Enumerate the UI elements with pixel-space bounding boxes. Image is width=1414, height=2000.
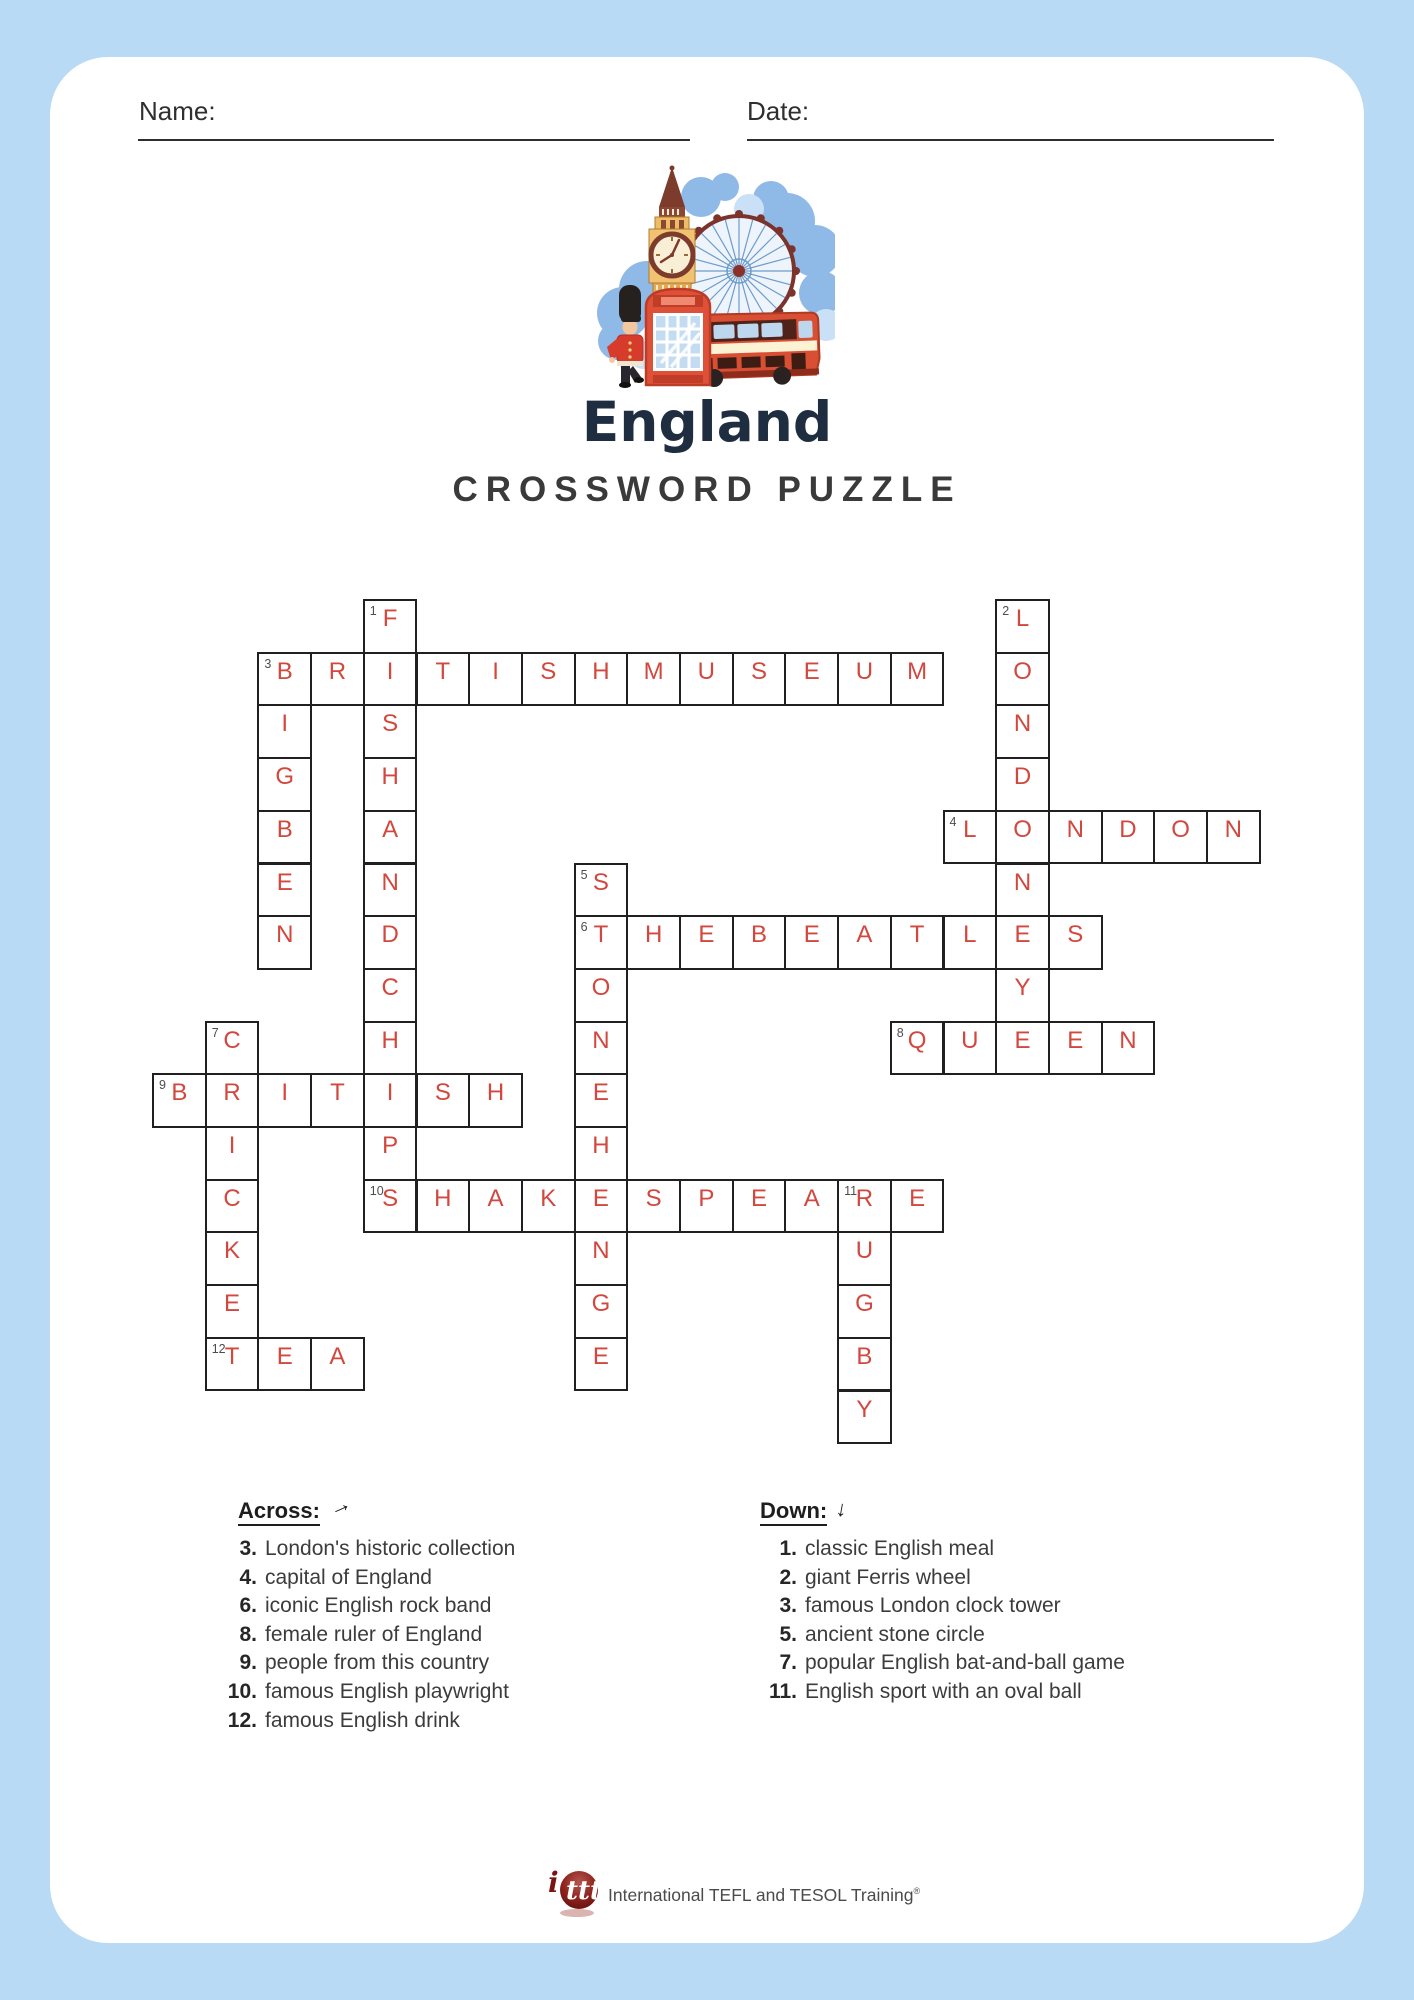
cell-letter: C [223,1026,241,1054]
page-title: England [581,390,833,454]
grid-cell[interactable] [837,652,892,707]
cell-letter: E [276,1342,293,1370]
clue-number: 7. [779,1651,797,1675]
cell-letter: S [1067,921,1084,949]
cell-letter: H [592,1132,610,1159]
grid-cell[interactable] [257,1073,312,1128]
clue-item [217,1678,515,1707]
cell-letter: E [276,868,293,896]
cell-letter: E [698,921,715,949]
cell-letter: C [223,1184,241,1212]
cell-letter: E [803,921,820,949]
clue-item [757,1621,1125,1650]
grid-cell[interactable] [310,1073,365,1128]
grid-cell[interactable] [521,1179,576,1234]
grid-cell[interactable] [310,652,365,707]
cell-letter: A [856,921,873,949]
cell-letter: A [329,1342,346,1370]
cell-letter: K [224,1237,241,1265]
grid-cell[interactable] [943,915,998,970]
cell-letter: M [643,657,664,685]
grid-cell[interactable] [416,652,471,707]
cell-letter: F [382,605,398,632]
name-input-line[interactable] [138,139,690,141]
grid-cell[interactable] [837,915,892,970]
cell-letter: E [909,1184,926,1212]
down-arrow-icon: ↓ [834,1495,850,1522]
cell-letter: Q [907,1026,927,1054]
cell-letter: N [592,1237,610,1265]
cell-letter: N [1224,815,1243,843]
grid-cell[interactable] [205,1337,260,1392]
cell-letter: E [1014,1026,1031,1054]
grid-cell[interactable] [1206,810,1261,865]
grid-cell[interactable] [784,915,839,970]
clue-text: famous London clock tower [805,1594,1061,1618]
clue-item [757,1564,1125,1593]
grid-cell[interactable] [995,968,1050,1023]
cell-letter: N [381,868,399,896]
cell-letter: I [281,1079,289,1107]
grid-cell[interactable] [1048,915,1103,970]
grid-cell[interactable] [152,1073,207,1128]
grid-cell[interactable] [890,1021,945,1076]
clue-number: 9. [239,1651,257,1675]
clue-number: 11. [768,1679,797,1703]
cell-letter: S [645,1184,662,1212]
name-label: Name: [139,96,216,126]
cell-letter: U [697,657,716,685]
clue-item [217,1707,515,1736]
grid-cell[interactable] [468,1073,523,1128]
grid-cell[interactable] [943,1021,998,1076]
grid-cell[interactable] [205,1231,260,1286]
grid-cell[interactable] [995,652,1050,707]
grid-cell[interactable] [205,1126,260,1181]
grid-cell[interactable] [205,1073,260,1128]
cell-letter: S [434,1079,451,1107]
clue-number: 6. [239,1594,257,1618]
grid-cell[interactable] [995,704,1050,759]
grid-cell[interactable] [363,1021,418,1076]
cell-letter: D [1013,763,1032,791]
grid-cell[interactable] [363,757,418,812]
cell-letter: E [592,1184,609,1212]
grid-cell[interactable] [837,1284,892,1339]
cell-letter: N [592,1026,610,1054]
cell-letter: D [1119,815,1137,843]
grid-cell[interactable] [574,1073,629,1128]
clue-text: classic English meal [805,1537,995,1560]
grid-cell[interactable] [363,1126,418,1181]
grid-cell[interactable] [732,652,787,707]
cell-letter: E [592,1079,609,1107]
grid-cell[interactable] [257,863,312,918]
grid-cell[interactable] [837,1390,892,1445]
cell-letter: R [223,1079,241,1107]
clue-text: famous English playwright [265,1679,509,1703]
cell-letter: T [593,921,609,949]
svg-text:ttt: ttt [566,1876,603,1906]
cell-letter: A [803,1184,820,1212]
clue-number: 1. [779,1537,797,1560]
grid-cell[interactable] [257,757,312,812]
cell-letter: E [592,1342,609,1370]
grid-cell[interactable] [205,1021,260,1076]
grid-cell[interactable] [679,1179,734,1234]
grid-cell[interactable] [310,1337,365,1392]
cell-letter: B [856,1342,873,1370]
grid-cell[interactable] [995,757,1050,812]
clue-text: capital of England [265,1565,432,1589]
clue-number: 12. [227,1708,257,1732]
grid-cell[interactable] [363,652,418,707]
clue-text: giant Ferris wheel [805,1565,971,1589]
grid-cell[interactable] [574,1021,629,1076]
cell-number: 11 [844,1183,858,1198]
clue-item [757,1592,1125,1621]
cell-number: 7 [211,1025,219,1040]
cell-number: 12 [211,1341,226,1356]
cell-letter: P [698,1184,715,1212]
cell-letter: S [751,657,768,685]
london-illustration [583,165,835,389]
cell-letter: E [1067,1026,1084,1054]
grid-cell[interactable] [363,968,418,1023]
cell-number: 8 [896,1025,904,1040]
cell-letter: K [540,1184,557,1212]
clue-item [757,1535,1125,1564]
grid-cell[interactable] [679,652,734,707]
clue-item [757,1649,1125,1678]
cell-letter: A [382,815,399,843]
clue-item [757,1678,1125,1707]
clue-text: ancient stone circle [805,1622,985,1646]
cell-letter: B [751,921,768,949]
clue-number: 5. [779,1622,797,1646]
cell-letter: U [855,657,874,685]
grid-cell[interactable] [995,863,1050,918]
clue-number: 4. [239,1565,257,1589]
grid-cell[interactable] [1048,810,1103,865]
grid-cell[interactable] [837,1231,892,1286]
cell-letter: E [803,657,820,685]
grid-cell[interactable] [890,1179,945,1234]
phone-booth-icon [646,289,710,385]
cell-number: 3 [264,656,272,671]
grid-cell[interactable] [205,1284,260,1339]
date-input-line[interactable] [747,139,1274,141]
grid-cell[interactable] [521,652,576,707]
cell-letter: L [963,921,977,949]
grid-cell[interactable] [732,1179,787,1234]
grid-cell[interactable] [205,1179,260,1234]
grid-cell[interactable] [995,599,1050,654]
date-label: Date: [747,96,810,126]
grid-cell[interactable] [1153,810,1208,865]
cell-number: 2 [1002,604,1010,618]
cell-letter: E [751,1184,768,1212]
grid-cell[interactable] [574,915,629,970]
cell-letter: N [1013,710,1032,738]
cell-letter: N [1119,1026,1137,1054]
grid-cell[interactable] [626,652,681,707]
grid-cell[interactable] [363,704,418,759]
cell-letter: B [276,815,293,843]
cell-letter: E [1014,921,1031,949]
grid-cell[interactable] [732,915,787,970]
grid-cell[interactable] [468,1179,523,1234]
clue-text: popular English bat-and-ball game [805,1651,1125,1675]
cell-letter: A [487,1184,504,1212]
clue-number: 3. [239,1537,257,1560]
grid-cell[interactable] [574,968,629,1023]
clue-item [217,1592,515,1621]
crossword-grid [152,599,1262,2000]
clue-text: female ruler of England [265,1622,483,1646]
cell-letter: R [855,1184,874,1212]
cell-letter: T [909,921,925,949]
clue-text: English sport with an oval ball [805,1679,1082,1703]
cell-letter: B [171,1079,188,1107]
cell-letter: G [855,1290,874,1318]
grid-cell[interactable] [257,915,312,970]
cell-letter: U [961,1026,979,1054]
grid-cell[interactable] [416,1179,471,1234]
grid-cell[interactable] [363,863,418,918]
cell-letter: G [275,763,295,791]
grid-cell[interactable] [257,704,312,759]
grid-cell[interactable] [943,810,998,865]
cell-letter: N [1066,815,1084,843]
grid-cell[interactable] [1101,810,1156,865]
svg-text:i: i [548,1866,559,1899]
cell-letter: N [1013,868,1032,896]
cell-number: 4 [949,814,957,829]
grid-cell[interactable] [1101,1021,1156,1076]
grid-cell[interactable] [784,1179,839,1234]
cell-letter: I [386,1079,394,1107]
cell-letter: H [434,1184,452,1212]
cell-letter: T [224,1342,240,1370]
grid-cell[interactable] [626,1179,681,1234]
clue-number: 10. [227,1679,257,1703]
cell-letter: O [591,973,611,1001]
cell-letter: I [386,657,394,685]
cell-number: 5 [580,867,588,882]
grid-cell[interactable] [837,1337,892,1392]
clue-number: 3. [779,1594,797,1618]
grid-cell[interactable] [574,652,629,707]
cell-letter: C [381,973,399,1001]
cell-letter: O [1013,657,1032,685]
grid-cell[interactable] [1048,1021,1103,1076]
grid-cell[interactable] [574,1284,629,1339]
cell-number: 9 [159,1078,166,1093]
grid-cell[interactable] [257,652,312,707]
cell-letter: H [381,1026,399,1054]
cell-letter: T [330,1079,345,1107]
grid-cell[interactable] [890,915,945,970]
grid-cell[interactable] [890,652,945,707]
cell-letter: D [381,921,399,949]
clue-number: 2. [779,1565,797,1589]
cell-letter: O [1013,815,1032,843]
cell-letter: T [435,657,451,685]
cell-letter: I [228,1132,236,1159]
clue-item [217,1621,515,1650]
grid-cell[interactable] [574,1126,629,1181]
across-heading: Across: → [238,1498,351,1524]
cell-letter: L [963,815,977,843]
down-heading: Down: ↓ [760,1498,847,1524]
clue-number: 8. [239,1622,257,1646]
grid-cell[interactable] [363,810,418,865]
cell-letter: E [224,1290,241,1318]
cell-letter: H [644,921,663,949]
grid-cell[interactable] [363,1179,418,1234]
grid-cell[interactable] [574,863,629,918]
cell-letter: U [855,1237,874,1265]
cell-letter: S [382,1184,399,1212]
clue-text: iconic English rock band [265,1594,492,1618]
grid-cell[interactable] [995,915,1050,970]
grid-cell[interactable] [416,1073,471,1128]
cell-letter: N [276,921,294,949]
grid-cell[interactable] [626,915,681,970]
cell-letter: G [591,1290,611,1318]
cell-letter: P [382,1132,399,1159]
cell-letter: R [328,657,347,685]
cell-letter: H [486,1079,505,1107]
cell-letter: Y [1014,973,1031,1001]
cell-letter: H [592,657,610,685]
cell-letter: I [492,657,499,685]
grid-cell[interactable] [679,915,734,970]
grid-cell[interactable] [363,915,418,970]
grid-cell[interactable] [574,1179,629,1234]
cell-letter: S [382,710,399,738]
cell-letter: O [1171,815,1190,843]
grid-cell[interactable] [363,1073,418,1128]
cell-number: 1 [369,604,377,618]
cell-letter: S [592,868,609,896]
cell-letter: I [281,710,289,738]
cell-letter: H [381,763,399,791]
cell-number: 6 [580,920,588,935]
grid-cell[interactable] [995,1021,1050,1076]
clue-item [217,1649,515,1678]
ittt-logo-icon [546,1866,608,1918]
cell-number: 10 [369,1183,384,1198]
cell-letter: L [1015,605,1030,632]
grid-cell[interactable] [574,1231,629,1286]
footer-brand-text: International TEFL and TESOL Training® [608,1885,921,1905]
grid-cell[interactable] [468,652,523,707]
grid-cell[interactable] [257,810,312,865]
grid-cell[interactable] [574,1337,629,1392]
clue-text: London's historic collection [265,1537,516,1560]
across-clue-list [217,1535,515,1735]
clue-item [217,1564,515,1593]
page-subtitle: CROSSWORD PUZZLE [452,470,962,509]
down-clue-list [757,1535,1125,1707]
cell-letter: M [907,657,928,685]
cell-letter: Y [856,1395,873,1423]
grid-cell[interactable] [837,1179,892,1234]
grid-cell[interactable] [363,599,418,654]
clue-text: people from this country [265,1651,490,1675]
registered-mark: ® [913,1886,921,1897]
clue-item [217,1535,515,1564]
across-arrow-icon: → [324,1489,355,1522]
cell-letter: S [540,657,557,685]
cell-letter: B [276,657,293,685]
grid-cell[interactable] [257,1337,312,1392]
grid-cell[interactable] [784,652,839,707]
grid-cell[interactable] [995,810,1050,865]
clue-text: famous English drink [265,1708,460,1732]
